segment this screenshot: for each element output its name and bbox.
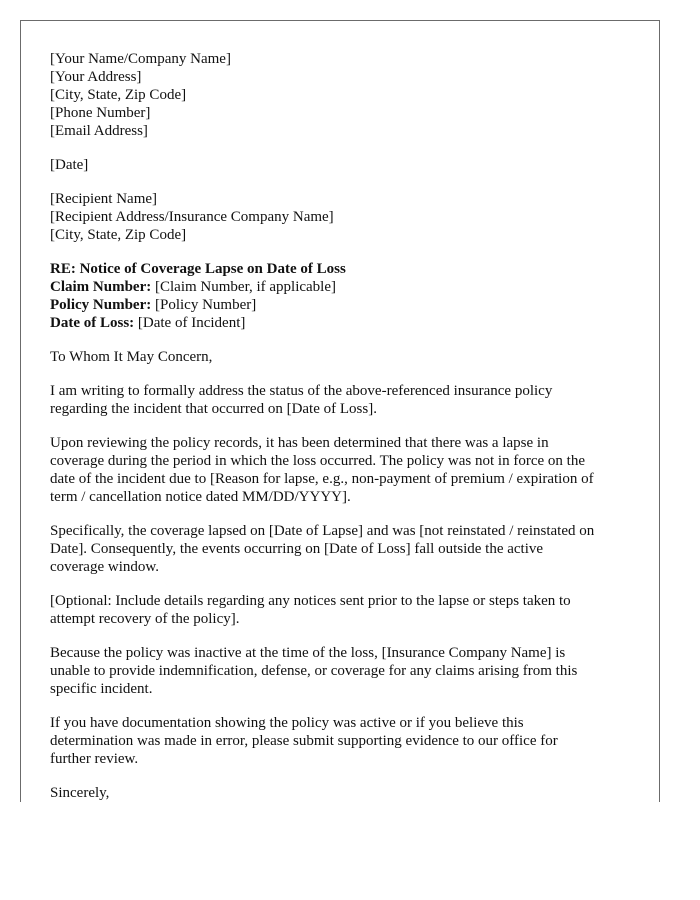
closing: Sincerely, [50, 785, 110, 801]
paragraph-2 [50, 434, 635, 506]
paragraph-4 [50, 592, 635, 628]
sender-address: [Your Address] [50, 69, 142, 85]
recipient-address: [Recipient Address/Insurance Company Name] [50, 209, 334, 225]
paragraph-6 [50, 714, 635, 768]
paragraph-line: [Optional: Include details regarding any notices sent prior to the lapse or steps taken to [50, 593, 571, 609]
date-of-loss-line [50, 314, 635, 332]
recipient-block [50, 190, 635, 244]
paragraph-line: specific incident. [50, 681, 153, 697]
claim-number-line [50, 278, 635, 296]
paragraph-line: coverage window. [50, 559, 159, 575]
sender-name: [Your Name/Company Name] [50, 51, 231, 67]
salutation: To Whom It May Concern, [50, 349, 213, 365]
paragraph-line: Because the policy was inactive at the time of the loss, [Insurance Company Name] is [50, 645, 566, 661]
paragraph-line: term / cancellation notice dated MM/DD/YYYY]. [50, 489, 351, 505]
paragraph-line: coverage during the period in which the loss occurred. The policy was not in force on the [50, 453, 585, 469]
sender-email: [Email Address] [50, 123, 148, 139]
policy-number-label: Policy Number: [50, 297, 152, 313]
date-of-loss-label: Date of Loss: [50, 315, 135, 331]
letter-page [20, 20, 660, 802]
date-block [50, 156, 635, 174]
paragraph-line: further review. [50, 751, 139, 767]
paragraph-line: Specifically, the coverage lapsed on [Date of Lapse] and was [not reinstated / reinstated on [50, 523, 595, 539]
letter-content [50, 50, 635, 802]
paragraph-line: attempt recovery of the policy]. [50, 611, 240, 627]
paragraph-line: I am writing to formally address the status of the above-referenced insurance policy [50, 383, 553, 399]
paragraph-line: If you have documentation showing the policy was active or if you believe this [50, 715, 524, 731]
paragraph-1 [50, 382, 635, 418]
policy-number-line [50, 296, 635, 314]
policy-number-value: [Policy Number] [151, 297, 257, 313]
paragraph-line: date of the incident due to [Reason for lapse, e.g., non-payment of premium / expiration of [50, 471, 594, 487]
letter-date: [Date] [50, 157, 89, 173]
sender-city-state-zip: [City, State, Zip Code] [50, 87, 187, 103]
paragraph-line: regarding the incident that occurred on [Date of Loss]. [50, 401, 377, 417]
paragraph-line: unable to provide indemnification, defense, or coverage for any claims arising from this [50, 663, 578, 679]
subject-line: RE: Notice of Coverage Lapse on Date of Loss [50, 261, 346, 277]
sender-block [50, 50, 635, 140]
paragraph-line: Date]. Consequently, the events occurring on [Date of Loss] fall outside the active [50, 541, 544, 557]
reference-block [50, 260, 635, 332]
sender-phone: [Phone Number] [50, 105, 151, 121]
recipient-city-state-zip: [City, State, Zip Code] [50, 227, 187, 243]
paragraph-5 [50, 644, 635, 698]
paragraph-line: determination was made in error, please submit supporting evidence to our office for [50, 733, 558, 749]
paragraph-line: Upon reviewing the policy records, it has been determined that there was a lapse in [50, 435, 549, 451]
date-of-loss-value: [Date of Incident] [134, 315, 246, 331]
claim-number-label: Claim Number: [50, 279, 152, 295]
recipient-name: [Recipient Name] [50, 191, 158, 207]
paragraph-3 [50, 522, 635, 576]
claim-number-value: [Claim Number, if applicable] [151, 279, 337, 295]
